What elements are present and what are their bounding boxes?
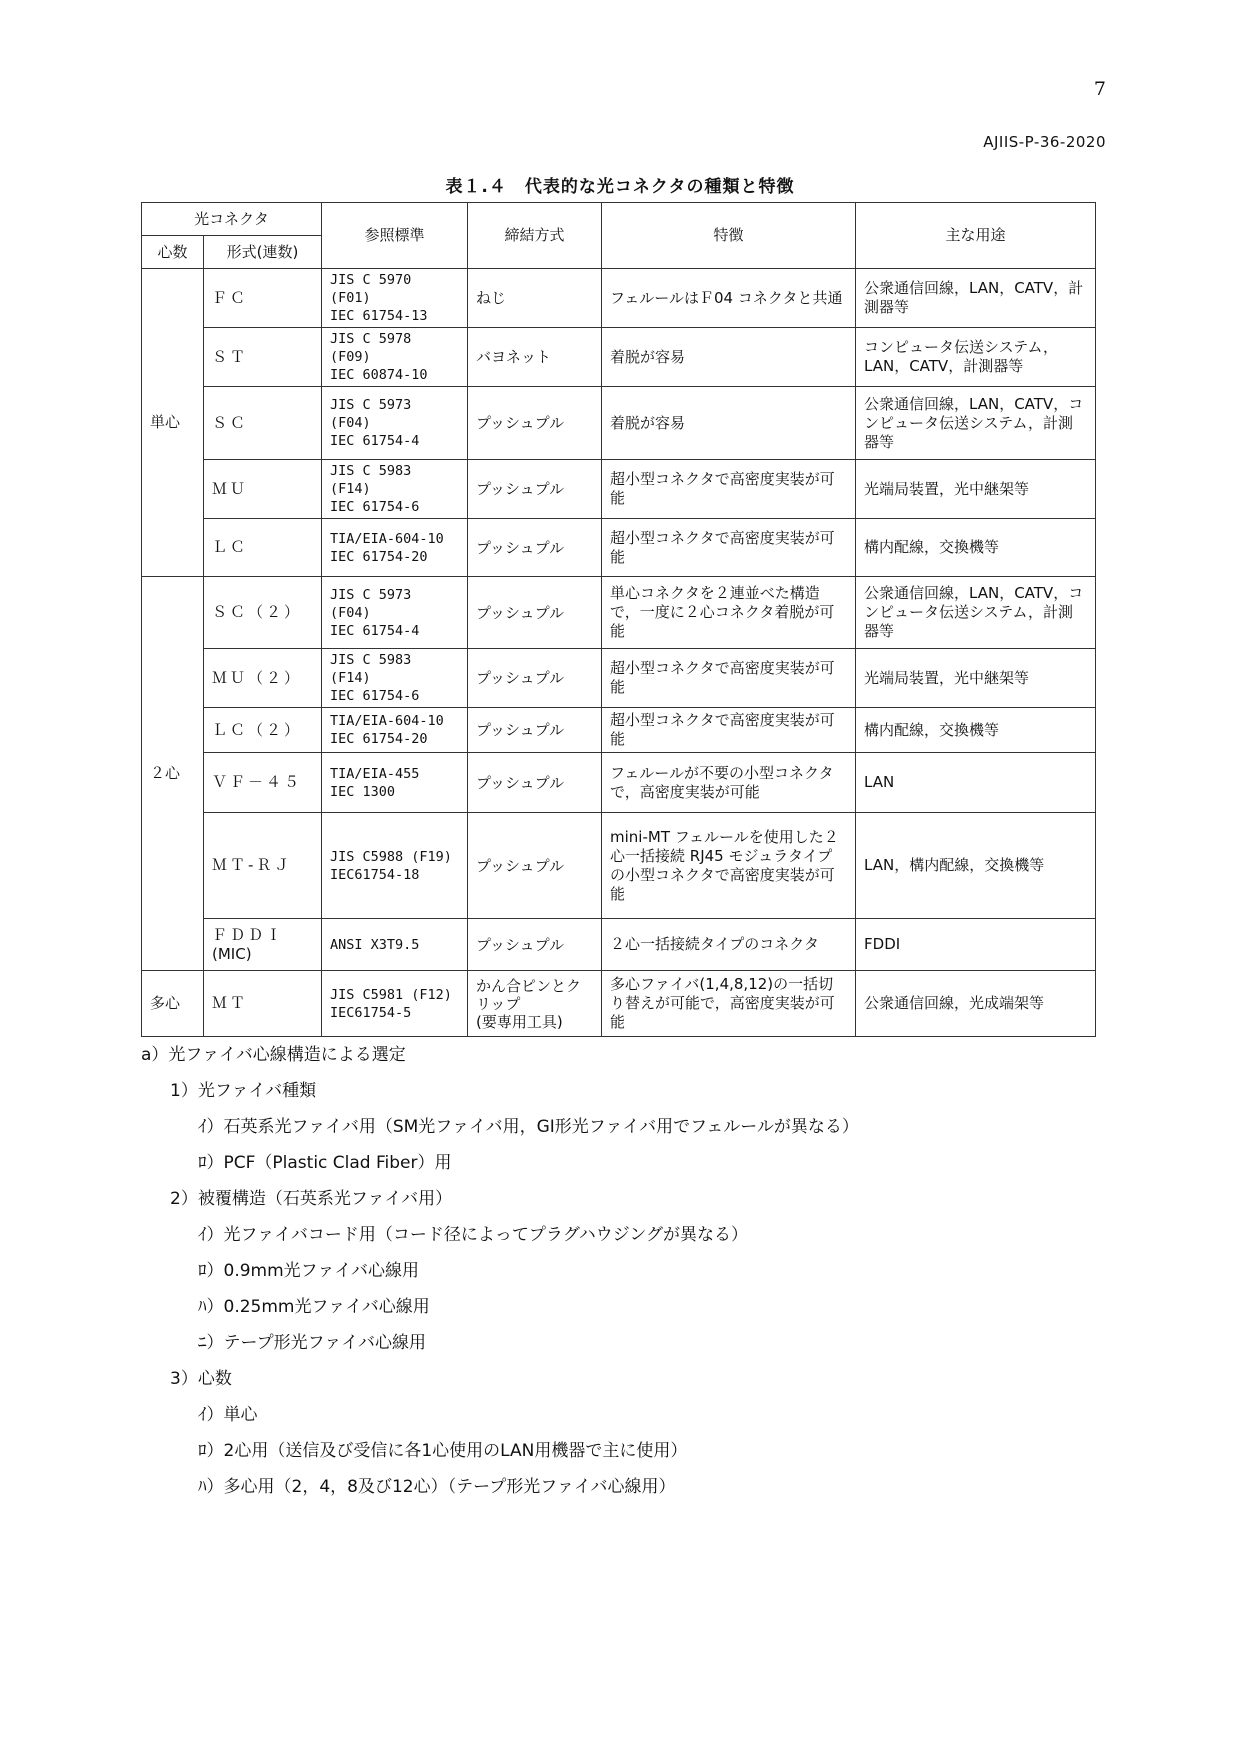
uses-cell: 構内配線，交換機等 bbox=[856, 519, 1096, 577]
table-row bbox=[142, 577, 1096, 649]
header-coupling: 締結方式 bbox=[468, 203, 602, 269]
features-cell: 超小型コネクタで高密度実装が可能 bbox=[602, 460, 856, 519]
features-cell: 多心ファイバ(1,4,8,12)の一括切り替えが可能で，高密度実装が可能 bbox=[602, 971, 856, 1037]
form-cell: ＦＣ bbox=[204, 269, 322, 328]
core-count-cell: 単心 bbox=[142, 269, 204, 577]
list-item: ﾊ）0.25mm光ファイバ心線用 bbox=[198, 1297, 430, 1317]
header-form: 形式(連数) bbox=[204, 236, 322, 269]
table-row bbox=[142, 649, 1096, 708]
header-standard: 参照標準 bbox=[322, 203, 468, 269]
core-count-cell: ２心 bbox=[142, 577, 204, 971]
uses-cell: 公衆通信回線，光成端架等 bbox=[856, 971, 1096, 1037]
table-row bbox=[142, 971, 1096, 1037]
form-cell: ＳＣ（２） bbox=[204, 577, 322, 649]
form-cell: ＭＴ bbox=[204, 971, 322, 1037]
table-row bbox=[142, 753, 1096, 813]
table-row bbox=[142, 519, 1096, 577]
features-cell: ２心一括接続タイプのコネクタ bbox=[602, 919, 856, 971]
list-item: ｲ）単心 bbox=[198, 1405, 258, 1425]
subsection-title: 1）光ファイバ種類 bbox=[170, 1081, 317, 1101]
coupling-cell: プッシュプル bbox=[468, 649, 602, 708]
standard-cell: JIS C5981 (F12) IEC61754-5 bbox=[322, 971, 468, 1037]
list-item: ｲ）光ファイバコード用（コード径によってプラグハウジングが異なる） bbox=[198, 1225, 749, 1245]
standard-cell: JIS C 5973 (F04) IEC 61754-4 bbox=[322, 387, 468, 460]
list-item: ﾊ）多心用（2，4，8及び12心）（テープ形光ファイバ心線用） bbox=[198, 1477, 676, 1497]
features-cell: 超小型コネクタで高密度実装が可能 bbox=[602, 708, 856, 753]
coupling-cell: ねじ bbox=[468, 269, 602, 328]
standard-cell: JIS C 5978 (F09) IEC 60874-10 bbox=[322, 328, 468, 387]
coupling-cell: プッシュプル bbox=[468, 577, 602, 649]
page-number: 7 bbox=[1093, 78, 1106, 100]
features-cell: フェルールはＦ04 コネクタと共通 bbox=[602, 269, 856, 328]
uses-cell: コンピュータ伝送システム，LAN，CATV，計測器等 bbox=[856, 328, 1096, 387]
table-row bbox=[142, 708, 1096, 753]
table-row bbox=[142, 460, 1096, 519]
standard-cell: JIS C 5970 (F01) IEC 61754-13 bbox=[322, 269, 468, 328]
uses-cell: 光端局装置，光中継架等 bbox=[856, 460, 1096, 519]
form-cell: ＭＵ（２） bbox=[204, 649, 322, 708]
form-cell: ＭＴ-ＲＪ bbox=[204, 813, 322, 919]
features-cell: 着脱が容易 bbox=[602, 387, 856, 460]
table-row bbox=[142, 919, 1096, 971]
features-cell: 単心コネクタを２連並べた構造で，一度に２心コネクタ着脱が可能 bbox=[602, 577, 856, 649]
header-cores: 心数 bbox=[142, 236, 204, 269]
form-cell: ＶＦ－４５ bbox=[204, 753, 322, 813]
subsection-title: 3）心数 bbox=[170, 1369, 232, 1389]
coupling-cell: プッシュプル bbox=[468, 460, 602, 519]
uses-cell: LAN，構内配線，交換機等 bbox=[856, 813, 1096, 919]
form-cell: ＬＣ bbox=[204, 519, 322, 577]
features-cell: 超小型コネクタで高密度実装が可能 bbox=[602, 649, 856, 708]
core-count-cell: 多心 bbox=[142, 971, 204, 1037]
form-cell: ＳＴ bbox=[204, 328, 322, 387]
form-cell: ＬＣ（２） bbox=[204, 708, 322, 753]
standard-cell: JIS C 5973 (F04) IEC 61754-4 bbox=[322, 577, 468, 649]
uses-cell: 公衆通信回線，LAN，CATV，コンピュータ伝送システム，計測器等 bbox=[856, 387, 1096, 460]
coupling-cell: プッシュプル bbox=[468, 813, 602, 919]
standard-cell: JIS C 5983 (F14) IEC 61754-6 bbox=[322, 649, 468, 708]
standard-cell: TIA/EIA-604-10 IEC 61754-20 bbox=[322, 708, 468, 753]
uses-cell: 光端局装置，光中継架等 bbox=[856, 649, 1096, 708]
standard-cell: TIA/EIA-604-10 IEC 61754-20 bbox=[322, 519, 468, 577]
coupling-cell: プッシュプル bbox=[468, 519, 602, 577]
header-uses: 主な用途 bbox=[856, 203, 1096, 269]
subsection-title: 2）被覆構造（石英系光ファイバ用） bbox=[170, 1189, 453, 1209]
standard-cell: JIS C 5983 (F14) IEC 61754-6 bbox=[322, 460, 468, 519]
coupling-cell: かん合ピンとクリップ (要専用工具) bbox=[468, 971, 602, 1037]
uses-cell: LAN bbox=[856, 753, 1096, 813]
features-cell: mini-MT フェルールを使用した２心一括接続 RJ45 モジュラタイプの小型コネクタで高密度実装が可能 bbox=[602, 813, 856, 919]
standard-cell: TIA/EIA-455 IEC 1300 bbox=[322, 753, 468, 813]
coupling-cell: プッシュプル bbox=[468, 753, 602, 813]
table-row bbox=[142, 813, 1096, 919]
form-cell: ＭＵ bbox=[204, 460, 322, 519]
header-connector: 光コネクタ bbox=[142, 203, 322, 236]
uses-cell: 構内配線，交換機等 bbox=[856, 708, 1096, 753]
form-cell bbox=[204, 919, 322, 971]
list-item: ﾆ）テープ形光ファイバ心線用 bbox=[198, 1333, 426, 1353]
coupling-cell: プッシュプル bbox=[468, 708, 602, 753]
document-code: AJIIS-P-36-2020 bbox=[983, 133, 1106, 151]
coupling-cell: プッシュプル bbox=[468, 919, 602, 971]
uses-cell: FDDI bbox=[856, 919, 1096, 971]
list-item: ﾛ）PCF（Plastic Clad Fiber）用 bbox=[198, 1153, 452, 1173]
coupling-cell: バヨネット bbox=[468, 328, 602, 387]
table-row bbox=[142, 387, 1096, 460]
connector-table bbox=[141, 202, 1096, 1037]
header-features: 特徴 bbox=[602, 203, 856, 269]
table-title: 表１.４ 代表的な光コネクタの種類と特徴 bbox=[445, 177, 795, 197]
list-item: ｲ）石英系光ファイバ用（SM光ファイバ用，GI形光ファイバ用でフェルールが異なる） bbox=[198, 1117, 859, 1137]
table-row bbox=[142, 269, 1096, 328]
list-item: ﾛ）0.9mm光ファイバ心線用 bbox=[198, 1261, 419, 1281]
uses-cell: 公衆通信回線，LAN，CATV，計測器等 bbox=[856, 269, 1096, 328]
list-item: ﾛ）2心用（送信及び受信に各1心使用のLAN用機器で主に使用） bbox=[198, 1441, 688, 1461]
table-row bbox=[142, 328, 1096, 387]
form-label: ＦＤＤＩ bbox=[212, 925, 285, 944]
standard-cell: ANSI X3T9.5 bbox=[322, 919, 468, 971]
features-cell: フェルールが不要の小型コネクタで，高密度実装が可能 bbox=[602, 753, 856, 813]
uses-cell: 公衆通信回線，LAN，CATV，コンピュータ伝送システム，計測器等 bbox=[856, 577, 1096, 649]
features-cell: 着脱が容易 bbox=[602, 328, 856, 387]
form-sub-label: (MIC) bbox=[212, 944, 252, 963]
section-heading: a）光ファイバ心線構造による選定 bbox=[141, 1045, 406, 1065]
coupling-cell: プッシュプル bbox=[468, 387, 602, 460]
standard-cell: JIS C5988 (F19) IEC61754-18 bbox=[322, 813, 468, 919]
form-cell: ＳＣ bbox=[204, 387, 322, 460]
features-cell: 超小型コネクタで高密度実装が可能 bbox=[602, 519, 856, 577]
